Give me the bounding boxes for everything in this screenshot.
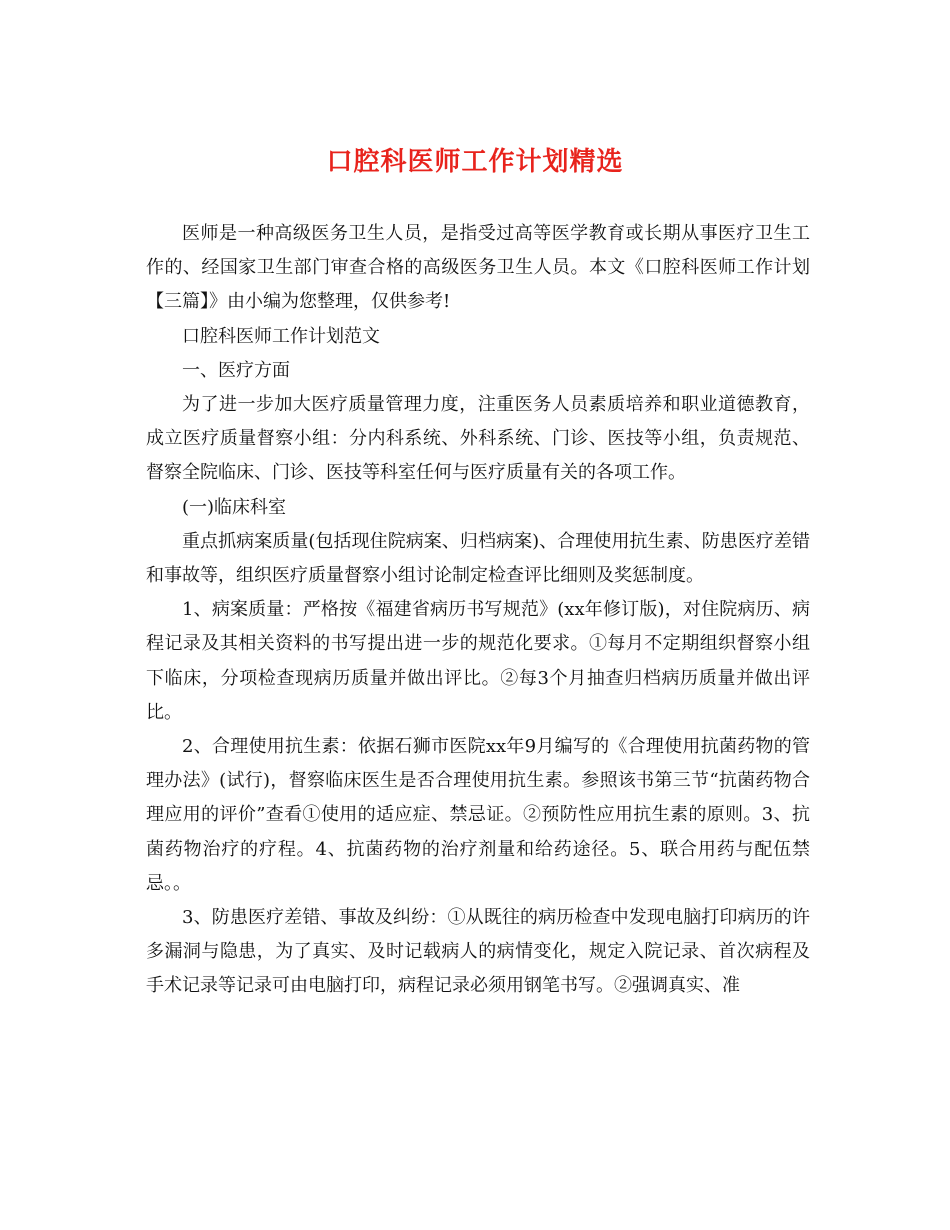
paragraph-key-points: 重点抓病案质量(包括现住院病案、归档病案)、合理使用抗生素、防患医疗差错和事故等，组织医疗质量督察小组讨论制定检查评比细则及奖惩制度。 <box>146 530 810 587</box>
paragraph-error-prevention: 3、防患医疗差错、事故及纠纷：①从既往的病历检查中发现电脑打印病历的许多漏洞与隐患，为了真实、及时记载病人的病情变化，规定入院记录、首次病程及手术记录等记录可由电脑打印，病程记录必须用钢笔书写。②强调真实、准 <box>146 907 810 997</box>
paragraph-subsection-heading: (一)临床科室 <box>182 496 287 518</box>
paragraph-sample-heading: 口腔科医师工作计划范文 <box>182 325 380 347</box>
document-title: 口腔科医师工作计划精选 <box>326 147 624 177</box>
paragraph-section-heading: 一、医疗方面 <box>182 359 290 381</box>
paragraph-medical-records: 1、病案质量：严格按《福建省病历书写规范》(xx年修订版)，对住院病历、病程记录及其相关资料的书写提出进一步的规范化要求。①每月不定期组织督察小组下临床，分项检查现病历质量并做出评比。②每3个月抽查归档病历质量并做出评比。 <box>146 599 810 723</box>
paragraph-antibiotics: 2、合理使用抗生素：依据石狮市医院xx年9月编写的《合理使用抗菌药物的管理办法》(试行)，督察临床医生是否合理使用抗生素。参照该书第三节“抗菌药物合理应用的评价”查看①使用的适应症、禁忌证。②预防性应用抗生素的原则。3、抗菌药物治疗的疗程。4、抗菌药物的治疗剂量和给药途径。5、联合用药与配伍禁忌。。 <box>146 736 810 894</box>
document-body <box>146 217 810 1004</box>
paragraph-intro: 医师是一种高级医务卫生人员，是指受过高等医学教育或长期从事医疗卫生工作的、经国家卫生部门审查合格的高级医务卫生人员。本文《口腔科医师工作计划【三篇】》由小编为您整理，仅供参考! <box>146 223 810 313</box>
paragraph-quality-management: 为了进一步加大医疗质量管理力度，注重医务人员素质培养和职业道德教育，成立医疗质量督察小组：分内科系统、外科系统、门诊、医技等小组，负责规范、督察全院临床、门诊、医技等科室任何与医疗质量有关的各项工作。 <box>146 394 810 484</box>
